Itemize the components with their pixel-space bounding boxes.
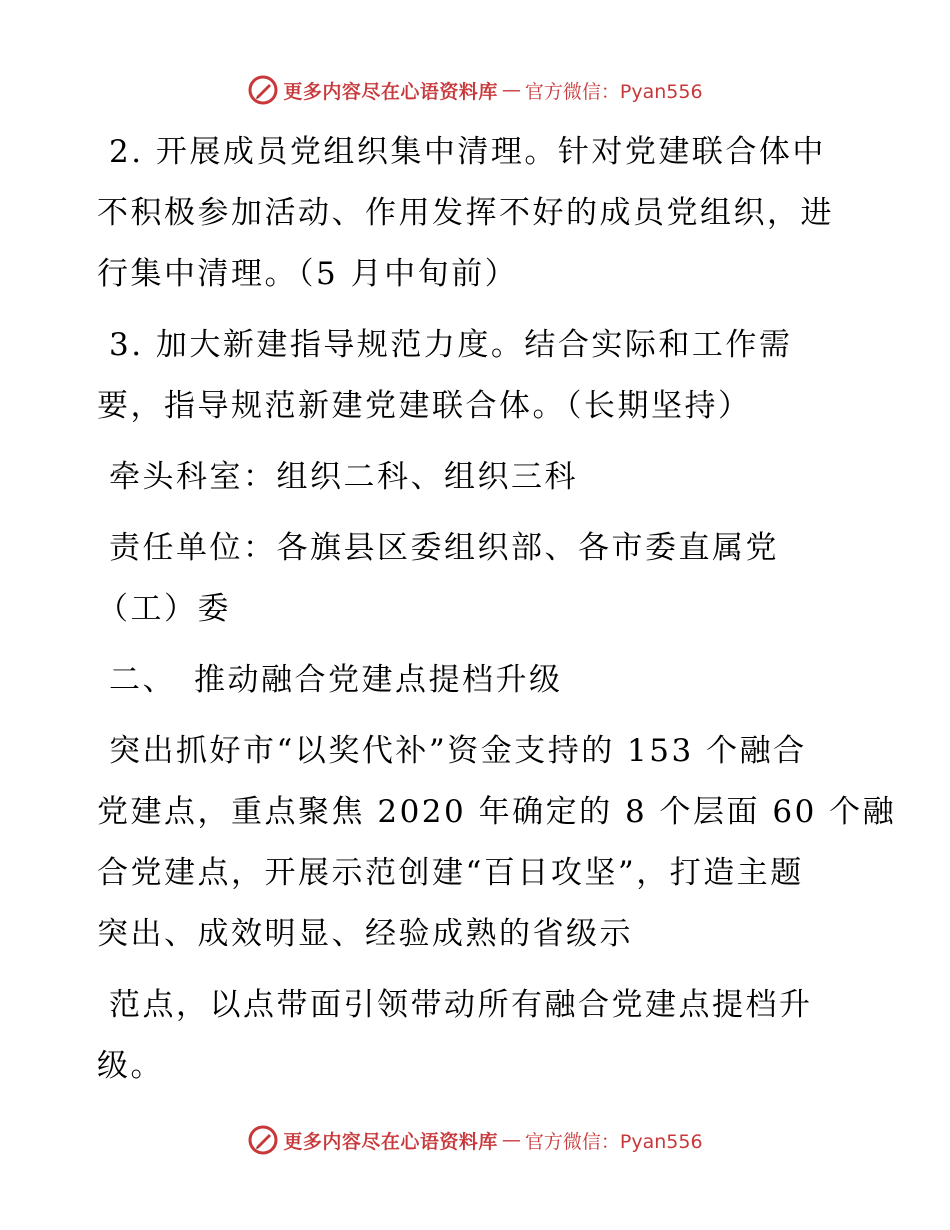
- paragraph-key-points: [97, 721, 897, 965]
- text-line: 责任单位：各旗县区委组织部、各市委直属党: [109, 530, 779, 566]
- text-line: 要，指导规范新建党建联合体。（长期坚持）: [97, 388, 752, 424]
- text-line: 牵头科室：组织二科、组织三科: [109, 459, 578, 495]
- watermark-brand: 更多内容尽在心语资料库: [283, 1130, 498, 1153]
- pen-logo-icon: [247, 1124, 279, 1156]
- paragraph-responsible-units: [97, 518, 857, 640]
- watermark-brand: 更多内容尽在心语资料库: [283, 80, 498, 103]
- text-line: 合党建点，开展示范创建“百日攻坚”，打造主题: [97, 855, 804, 891]
- text-line: 行集中清理。（5 月中旬前）: [97, 256, 519, 292]
- footer-watermark: [0, 1120, 950, 1160]
- text-line: 二、 推动融合党建点提档升级: [109, 662, 563, 698]
- text-line: 突出抓好市“以奖代补”资金支持的 153 个融合: [109, 733, 807, 769]
- paragraph-cleanup: [97, 122, 857, 305]
- text-line: 范点，以点带面引领带动所有融合党建点提档升: [109, 987, 813, 1023]
- watermark-contact: 官方微信：Pyan556: [524, 1130, 703, 1153]
- text-line: 3. 加大新建指导规范力度。结合实际和工作需: [109, 327, 793, 363]
- text-line: 不积极参加活动、作用发挥不好的成员党组织，进: [97, 195, 834, 231]
- paragraph-demonstration: [97, 975, 857, 1097]
- pen-logo-icon: [247, 74, 279, 106]
- text-line: 突出、成效明显、经验成熟的省级示: [97, 916, 633, 952]
- watermark-group: [247, 1124, 702, 1156]
- watermark-group: [247, 74, 702, 106]
- header-watermark: [0, 70, 950, 110]
- text-line: （工）委: [97, 591, 231, 627]
- document-body: [97, 122, 897, 1107]
- watermark-separator: —: [501, 79, 521, 101]
- text-line: 2. 开展成员党组织集中清理。针对党建联合体中: [109, 134, 826, 170]
- paragraph-lead-department: [97, 447, 857, 508]
- text-line: 党建点，重点聚焦 2020 年确定的 8 个层面 60 个融: [97, 794, 897, 830]
- watermark-separator: —: [501, 1129, 521, 1151]
- section-heading: [97, 650, 857, 711]
- watermark-contact: 官方微信：Pyan556: [524, 80, 703, 103]
- paragraph-guidance: [97, 315, 857, 437]
- text-line: 级。: [97, 1048, 164, 1084]
